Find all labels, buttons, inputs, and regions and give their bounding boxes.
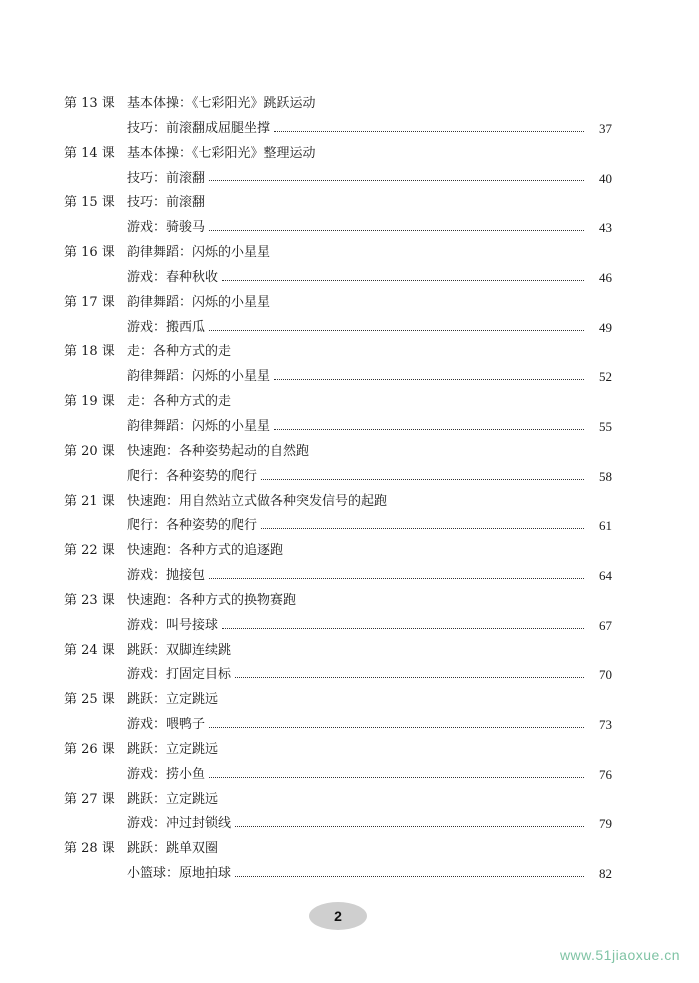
dot-leader	[235, 826, 584, 827]
lesson-title: 跳跃：双脚连续跳	[127, 642, 232, 658]
lesson-subtitle: 游戏：喂鸭子	[127, 717, 206, 733]
page-ref: 73	[599, 717, 612, 733]
page-ref: 76	[599, 766, 612, 782]
page-ref: 37	[599, 120, 612, 136]
lesson-subtitle: 游戏：骑骏马	[127, 220, 206, 236]
dot-leader	[209, 727, 584, 728]
lesson-title: 韵律舞蹈：闪烁的小星星	[127, 294, 271, 310]
toc-entry[interactable]	[64, 837, 612, 887]
page-ref: 58	[599, 468, 612, 484]
lesson-number: 第 20 课	[64, 443, 115, 459]
page-ref: 46	[599, 269, 612, 285]
page-ref: 55	[599, 418, 612, 434]
dot-leader	[209, 578, 584, 579]
lesson-number: 第 15 课	[64, 195, 115, 211]
page-ref: 61	[599, 518, 612, 534]
page-ref: 64	[599, 568, 612, 584]
lesson-title: 走：各种方式的走	[127, 344, 232, 360]
lesson-subtitle: 技巧：前滚翻成屈腿坐撑	[127, 120, 271, 136]
toc-entry[interactable]	[64, 390, 612, 440]
dot-leader	[222, 280, 584, 281]
lesson-subtitle: 韵律舞蹈：闪烁的小星星	[127, 418, 271, 434]
site-watermark: www.51jiaoxue.cn	[559, 947, 680, 963]
toc-entry[interactable]	[64, 788, 612, 838]
dot-leader	[235, 677, 584, 678]
dot-leader	[274, 131, 584, 132]
dot-leader	[209, 230, 584, 231]
lesson-number: 第 25 课	[64, 692, 115, 708]
page-ref: 40	[599, 170, 612, 186]
lesson-title: 跳跃：立定跳远	[127, 741, 219, 757]
toc-entry[interactable]	[64, 142, 612, 192]
toc-entry[interactable]	[64, 539, 612, 589]
toc-entry[interactable]	[64, 191, 612, 241]
lesson-number: 第 18 课	[64, 344, 115, 360]
lesson-title: 跳跃：跳单双圈	[127, 841, 219, 857]
dot-leader	[222, 628, 584, 629]
toc-entry[interactable]	[64, 688, 612, 738]
toc-entry[interactable]	[64, 490, 612, 540]
lesson-number: 第 17 课	[64, 294, 115, 310]
toc-entry[interactable]	[64, 738, 612, 788]
lesson-number: 第 14 课	[64, 145, 115, 161]
lesson-subtitle: 韵律舞蹈：闪烁的小星星	[127, 369, 271, 385]
page-ref: 79	[599, 816, 612, 832]
dot-leader	[261, 528, 584, 529]
lesson-subtitle: 小篮球：原地拍球	[127, 866, 232, 882]
lesson-title: 基本体操：《七彩阳光》整理运动	[127, 145, 316, 161]
lesson-subtitle: 游戏：叫号接球	[127, 617, 219, 633]
toc-entry[interactable]	[64, 241, 612, 291]
dot-leader	[209, 180, 584, 181]
toc-entry[interactable]	[64, 639, 612, 689]
lesson-number: 第 22 课	[64, 543, 115, 559]
lesson-number: 第 28 课	[64, 841, 115, 857]
lesson-subtitle: 爬行：各种姿势的爬行	[127, 518, 258, 534]
lesson-number: 第 27 课	[64, 791, 115, 807]
lesson-title: 技巧：前滚翻	[127, 195, 206, 211]
lesson-title: 快速跑：各种方式的追逐跑	[127, 543, 284, 559]
lesson-number: 第 23 课	[64, 592, 115, 608]
page-ref: 70	[599, 667, 612, 683]
lesson-subtitle: 技巧：前滚翻	[127, 170, 206, 186]
lesson-title: 韵律舞蹈：闪烁的小星星	[127, 245, 271, 261]
dot-leader	[274, 379, 584, 380]
table-of-contents	[64, 92, 612, 887]
page-number-badge: 2	[309, 902, 367, 930]
lesson-title: 快速跑：用自然站立式做各种突发信号的起跑	[127, 493, 388, 509]
toc-entry[interactable]	[64, 440, 612, 490]
lesson-subtitle: 游戏：春种秋收	[127, 269, 219, 285]
lesson-number: 第 21 课	[64, 493, 115, 509]
page-ref: 82	[599, 866, 612, 882]
dot-leader	[235, 876, 584, 877]
lesson-subtitle: 游戏：捞小鱼	[127, 766, 206, 782]
page-ref: 67	[599, 617, 612, 633]
dot-leader	[209, 330, 584, 331]
page-ref: 52	[599, 369, 612, 385]
lesson-title: 跳跃：立定跳远	[127, 692, 219, 708]
lesson-subtitle: 游戏：冲过封锁线	[127, 816, 232, 832]
lesson-title: 走：各种方式的走	[127, 394, 232, 410]
lesson-number: 第 19 课	[64, 394, 115, 410]
page-ref: 43	[599, 220, 612, 236]
lesson-number: 第 16 课	[64, 245, 115, 261]
toc-entry[interactable]	[64, 589, 612, 639]
dot-leader	[274, 429, 584, 430]
lesson-number: 第 24 课	[64, 642, 115, 658]
lesson-number: 第 13 课	[64, 96, 115, 111]
lesson-title: 快速跑：各种姿势起动的自然跑	[127, 443, 310, 459]
lesson-subtitle: 游戏：打固定目标	[127, 667, 232, 683]
dot-leader	[209, 777, 584, 778]
toc-entry[interactable]	[64, 340, 612, 390]
toc-entry[interactable]	[64, 92, 612, 142]
lesson-title: 快速跑：各种方式的换物赛跑	[127, 592, 297, 608]
lesson-title: 基本体操：《七彩阳光》跳跃运动	[127, 96, 316, 111]
lesson-title: 跳跃：立定跳远	[127, 791, 219, 807]
toc-entry[interactable]	[64, 291, 612, 341]
lesson-subtitle: 游戏：抛接包	[127, 568, 206, 584]
lesson-subtitle: 游戏：搬西瓜	[127, 319, 206, 335]
dot-leader	[261, 479, 584, 480]
page-ref: 49	[599, 319, 612, 335]
lesson-number: 第 26 课	[64, 741, 115, 757]
lesson-subtitle: 爬行：各种姿势的爬行	[127, 468, 258, 484]
